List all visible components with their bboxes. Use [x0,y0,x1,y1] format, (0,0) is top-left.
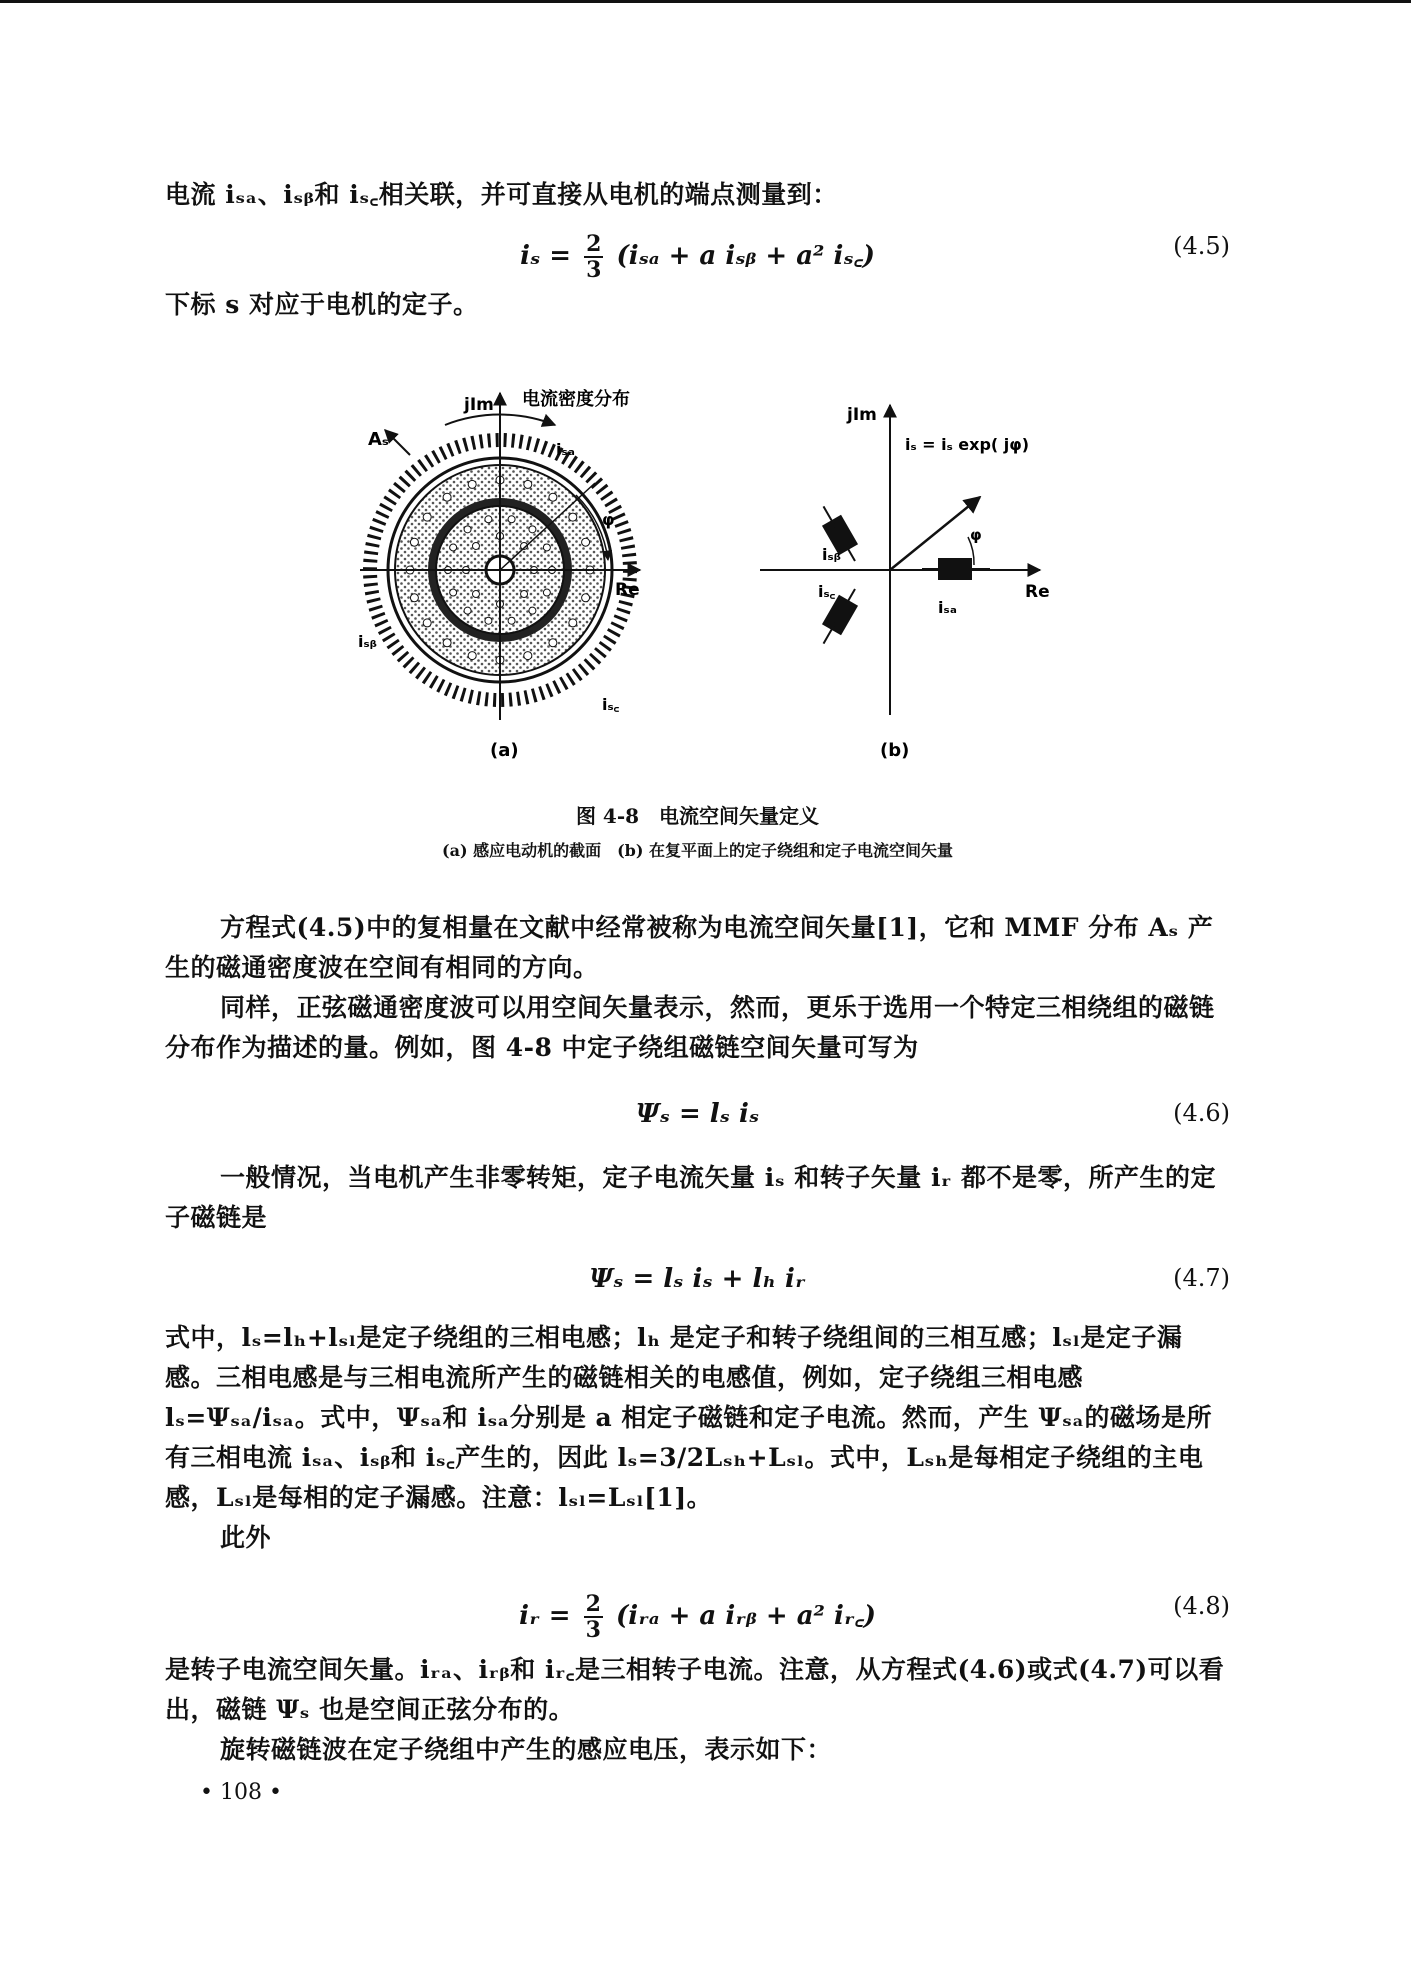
paragraph-4: 同样，正弦磁通密度波可以用空间矢量表示，然而，更乐于选用一个特定三相绕组的磁链分布作为描述的量。例如，图 4-8 中定子绕组磁链空间矢量可写为 [165,993,1215,1062]
slot-hole [468,480,476,488]
slot-hole [485,516,492,523]
vector-formula-label: iₛ = iₛ exp( jφ) [905,435,1030,454]
eq47-number: (4.7) [1173,1264,1230,1292]
isb-label-a: iₛᵦ [358,632,377,651]
subfig-b-tag: (b) [880,740,910,761]
eq47-expr: Ψₛ = lₛ iₛ + lₕ iᵣ [589,1264,806,1294]
top-border-line [0,0,1411,3]
page-number: • 108 • [200,1780,282,1805]
slot-hole [485,617,492,624]
slot-hole [508,617,515,624]
slot-hole [569,513,577,521]
slot-hole [543,544,550,551]
slot-hole [529,607,536,614]
slot-hole [423,513,431,521]
paragraph-6: 式中，lₛ=lₕ+lₛₗ是定子绕组的三相电感；lₕ 是定子和转子绕组间的三相互感；lₛₗ是定子漏感。三相电感是与三相电流所产生的磁链相关的电感值，例如，定子绕组三相电感 lₛ=Ψₛₐ/iₛₐ。式中，Ψₛₐ和 iₛₐ分别是 a 相定子磁链和定子电流。然而，产生 Ψₛₐ的磁场是所有三相电流 iₛₐ、iₛᵦ和 iₛ꜀产生的，因此 lₛ=3/2Lₛₕ+Lₛₗ。式中，Lₛₕ是每相定子绕组的主电感，Lₛₗ是每相的定子漏感。注意：lₛₗ=Lₛₗ[1]。 [165,1323,1212,1512]
slot-hole [524,652,532,660]
slot-hole [524,480,532,488]
slot-hole [582,538,590,546]
slot-hole [450,544,457,551]
density-title: 电流密度分布 [522,389,630,410]
slot-hole [521,591,528,598]
equation-4-5 [165,220,1230,283]
figure-caption: 图 4-8 电流空间矢量定义 [575,804,820,828]
isc-label-b: iₛ꜀ [818,582,836,601]
eq45-lhs: iₛ = [520,241,572,271]
eq48-lhs: iᵣ = [519,1601,571,1631]
eq45-number: (4.5) [1173,232,1230,260]
slot-hole [472,542,479,549]
eq45-fraction: $\frac{2}{3}$ [586,231,602,283]
re-label-a: Re [615,580,640,600]
slot-hole [410,594,418,602]
figure-4-8 [340,375,1070,770]
slot-hole [464,607,471,614]
slot-hole [464,526,471,533]
jim-label-a: jIm [464,395,494,415]
equation-4-6 [165,1087,1230,1147]
eq46-expr: Ψₛ = lₛ iₛ [635,1099,760,1129]
slot-hole [468,652,476,660]
cross-section-diagram [358,388,640,761]
eq48-number: (4.8) [1173,1592,1230,1620]
paragraph-9: 旋转磁链波在定子绕组中产生的感应电压，表示如下： [220,1735,833,1764]
equation-4-7 [165,1252,1230,1312]
equation-4-8 [165,1580,1230,1643]
eq48-rhs: (iᵣₐ + a iᵣᵦ + a² iᵣ꜀) [615,1601,876,1631]
paragraph-3: 方程式(4.5)中的复相量在文献中经常被称为电流空间矢量[1]，它和 MMF 分布 Aₛ 产生的磁通密度波在空间有相同的方向。 [165,913,1214,982]
slot-hole [529,526,536,533]
paragraph-2: 下标 s 对应于电机的定子。 [165,290,479,319]
slot-hole [549,493,557,501]
isa-label-a: iₛₐ [556,440,575,459]
slot-hole [450,589,457,596]
slot-hole [423,619,431,627]
subfig-a-tag: (a) [490,740,519,761]
slot-hole [472,591,479,598]
eq45-rhs: (iₛₐ + a iₛᵦ + a² iₛ꜀) [616,241,875,271]
isb-label-b: iₛᵦ [822,545,841,564]
jim-label-b: jIm [847,405,877,425]
slot-hole [549,639,557,647]
phi-label-a: φ [602,510,615,529]
paragraph-8: 是转子电流空间矢量。iᵣₐ、iᵣᵦ和 iᵣ꜀是三相转子电流。注意，从方程式(4.6)或式(4.7)可以看出，磁链 Ψₛ 也是空间正弦分布的。 [165,1655,1225,1724]
slot-hole [410,538,418,546]
paragraph-7: 此外 [220,1523,272,1552]
figure-subcaption: (a) 感应电动机的截面 (b) 在复平面上的定子绕组和定子电流空间矢量 [442,841,953,860]
slot-hole [508,516,515,523]
slot-hole [569,619,577,627]
isc-label-a: iₛ꜀ [602,695,620,714]
paragraph-1: 电流 iₛₐ、iₛᵦ和 iₛ꜀相关联，并可直接从电机的端点测量到： [165,180,838,209]
re-label-b: Re [1025,582,1050,602]
slot-hole [443,639,451,647]
paragraph-5: 一般情况，当电机产生非零转矩，定子电流矢量 iₛ 和转子矢量 iᵣ 都不是零，所产生的定子磁链是 [165,1163,1217,1232]
eq46-number: (4.6) [1173,1099,1230,1127]
slot-hole [582,594,590,602]
eq48-fraction: $\frac{2}{3}$ [585,1591,601,1643]
phi-label-b: φ [970,526,982,544]
slot-hole [543,589,550,596]
as-label: Aₛ [368,429,389,450]
slot-hole [443,493,451,501]
complex-plane-diagram [760,405,1050,761]
isa-label-b: iₛₐ [938,598,957,617]
